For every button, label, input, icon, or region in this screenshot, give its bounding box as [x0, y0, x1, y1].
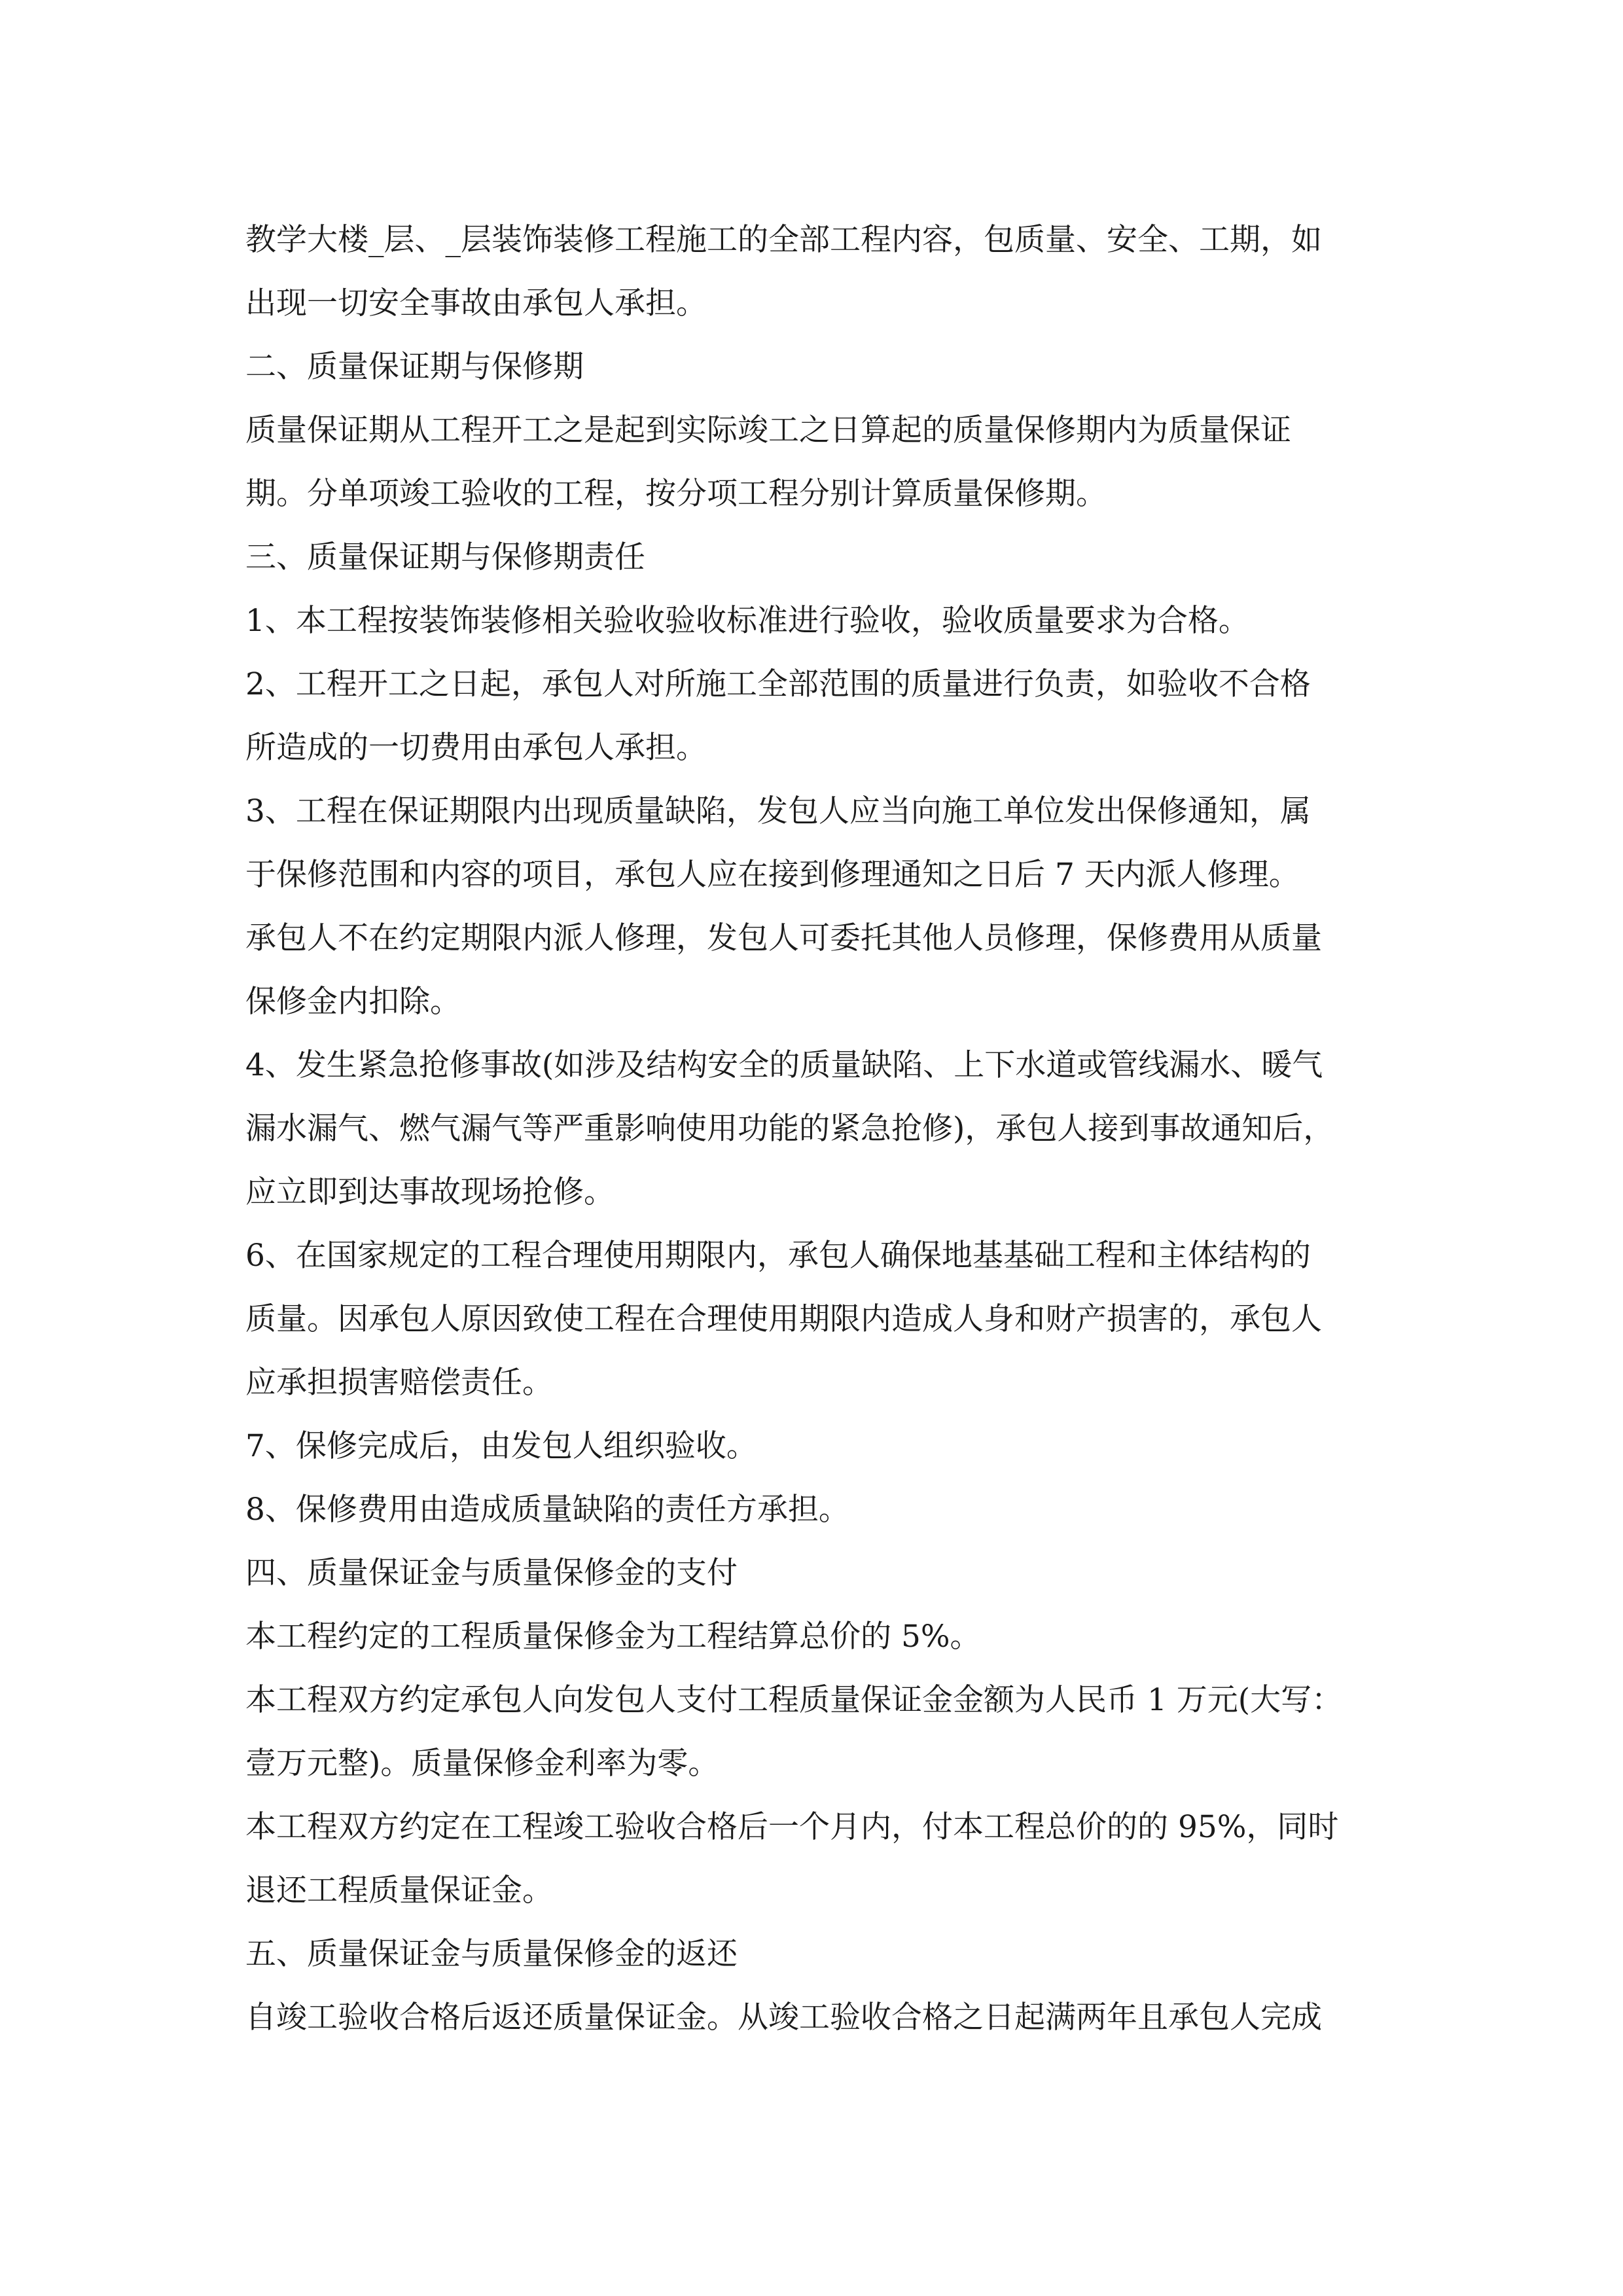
text-line: 承包人不在约定期限内派人修理，发包人可委托其他人员修理，保修费用从质量: [245, 920, 1322, 956]
text-line: 1、本工程按装饰装修相关验收验收标准进行验收，验收质量要求为合格。: [245, 603, 1249, 639]
text-line: 2、工程开工之日起，承包人对所施工全部范围的质量进行负责，如验收不合格: [245, 666, 1311, 702]
text-line: 质量。因承包人原因致使工程在合理使用期限内造成人身和财产损害的，承包人: [245, 1301, 1322, 1337]
text-line: 自竣工验收合格后返还质量保证金。从竣工验收合格之日起满两年且承包人完成: [245, 2000, 1322, 2036]
text-line: 本工程约定的工程质量保修金为工程结算总价的 5%。: [245, 1619, 981, 1655]
text-line: 漏水漏气、燃气漏气等严重影响使用功能的紧急抢修)，承包人接到事故通知后，: [245, 1111, 1334, 1147]
text-line: 应承担损害赔偿责任。: [245, 1365, 553, 1401]
text-line: 本工程双方约定在工程竣工验收合格后一个月内，付本工程总价的的 95%，同时: [245, 1809, 1339, 1845]
document-body: [245, 208, 1397, 2049]
text-line: 所造成的一切费用由承包人承担。: [245, 730, 707, 766]
text-line: 壹万元整)。质量保修金利率为零。: [245, 1746, 719, 1782]
text-line: 8、保修费用由造成质量缺陷的责任方承担。: [245, 1492, 849, 1528]
text-line: 4、发生紧急抢修事故(如涉及结构安全的质量缺陷、上下水道或管线漏水、暖气: [245, 1047, 1323, 1083]
text-line: 6、在国家规定的工程合理使用期限内，承包人确保地基基础工程和主体结构的: [245, 1238, 1311, 1274]
text-line: 保修金内扣除。: [245, 984, 461, 1020]
text-line: 出现一切安全事故由承包人承担。: [245, 285, 707, 321]
section-heading: 四、质量保证金与质量保修金的支付: [245, 1555, 738, 1591]
section-heading: 五、质量保证金与质量保修金的返还: [245, 1936, 738, 1972]
text-line: 7、保修完成后，由发包人组织验收。: [245, 1428, 757, 1464]
text-line: 于保修范围和内容的项目，承包人应在接到修理通知之日后 7 天内派人修理。: [245, 857, 1300, 893]
section-heading: 三、质量保证期与保修期责任: [245, 539, 645, 575]
text-line: 教学大楼_层、_层装饰装修工程施工的全部工程内容，包质量、安全、工期，如: [245, 222, 1322, 258]
section-heading: 二、质量保证期与保修期: [245, 349, 584, 385]
text-line: 本工程双方约定承包人向发包人支付工程质量保证金金额为人民币 1 万元(大写：: [245, 1682, 1343, 1718]
text-line: 期。分单项竣工验收的工程，按分项工程分别计算质量保修期。: [245, 476, 1107, 512]
text-line: 应立即到达事故现场抢修。: [245, 1174, 615, 1210]
text-line: 3、工程在保证期限内出现质量缺陷，发包人应当向施工单位发出保修通知，属: [245, 793, 1311, 829]
text-line: 质量保证期从工程开工之是起到实际竣工之日算起的质量保修期内为质量保证: [245, 412, 1291, 448]
text-line: 退还工程质量保证金。: [245, 1873, 553, 1909]
